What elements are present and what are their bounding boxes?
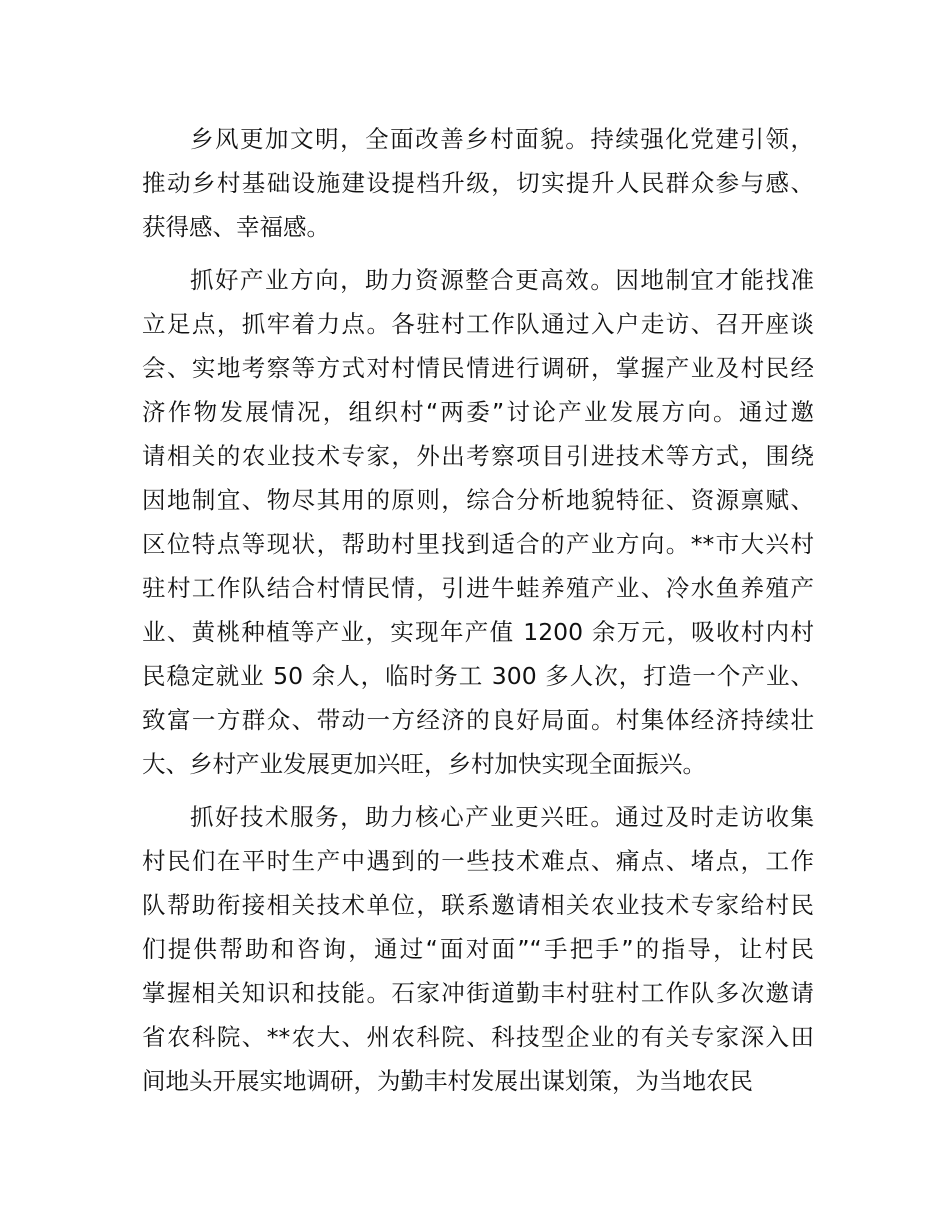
text-line: 因地制宜、物尽其用的原则，综合分析地貌特征、资源禀赋、 [142,486,814,514]
text-line: 业、黄桃种植等产业，实现年产值 1200 余万元，吸收村内村 [142,618,814,646]
text-line: 济作物发展情况，组织村“两委”讨论产业发展方向。通过邀 [142,398,814,426]
text-line: 驻村工作队结合村情民情，引进牛蛙养殖产业、冷水鱼养殖产 [142,574,814,602]
text-line: 致富一方群众、带动一方经济的良好局面。村集体经济持续壮 [142,706,814,734]
text-line: 推动乡村基础设施建设提档升级，切实提升人民群众参与感、 [142,169,814,197]
text-line: 省农科院、**农大、州农科院、科技型企业的有关专家深入田 [142,1023,814,1051]
text-line: 队帮助衔接相关技术单位，联系邀请相关农业技术专家给村民 [142,891,814,919]
paragraph-industry-direction [142,258,814,786]
text-line: 大、乡村产业发展更加兴旺，乡村加快实现全面振兴。 [142,750,706,778]
text-line: 间地头开展实地调研，为勤丰村发展出谋划策，为当地农民 [142,1067,753,1095]
text-line: 区位特点等现状，帮助村里找到适合的产业方向。**市大兴村 [142,530,814,558]
text-line: 掌握相关知识和技能。石家冲街道勤丰村驻村工作队多次邀请 [142,979,814,1007]
document-body [142,117,814,1103]
text-line: 们提供帮助和咨询，通过“面对面”“手把手”的指导，让村民 [142,935,814,963]
text-line: 抓好产业方向，助力资源整合更高效。因地制宜才能找准 [190,266,814,294]
paragraph-spacer [142,249,814,258]
text-line: 抓好技术服务，助力核心产业更兴旺。通过及时走访收集 [190,803,814,831]
text-line: 民稳定就业 50 余人，临时务工 300 多人次，打造一个产业、 [142,662,814,690]
paragraph-rural-civilization [142,117,814,249]
text-line: 立足点，抓牢着力点。各驻村工作队通过入户走访、召开座谈 [142,310,814,338]
text-line: 请相关的农业技术专家，外出考察项目引进技术等方式，围绕 [142,442,814,470]
text-line: 会、实地考察等方式对村情民情进行调研，掌握产业及村民经 [142,354,814,382]
paragraph-technical-service [142,795,814,1103]
text-line: 村民们在平时生产中遇到的一些技术难点、痛点、堵点，工作 [142,847,814,875]
text-line: 乡风更加文明，全面改善乡村面貌。持续强化党建引领， [190,125,814,153]
paragraph-spacer [142,786,814,795]
text-line: 获得感、幸福感。 [142,213,330,241]
